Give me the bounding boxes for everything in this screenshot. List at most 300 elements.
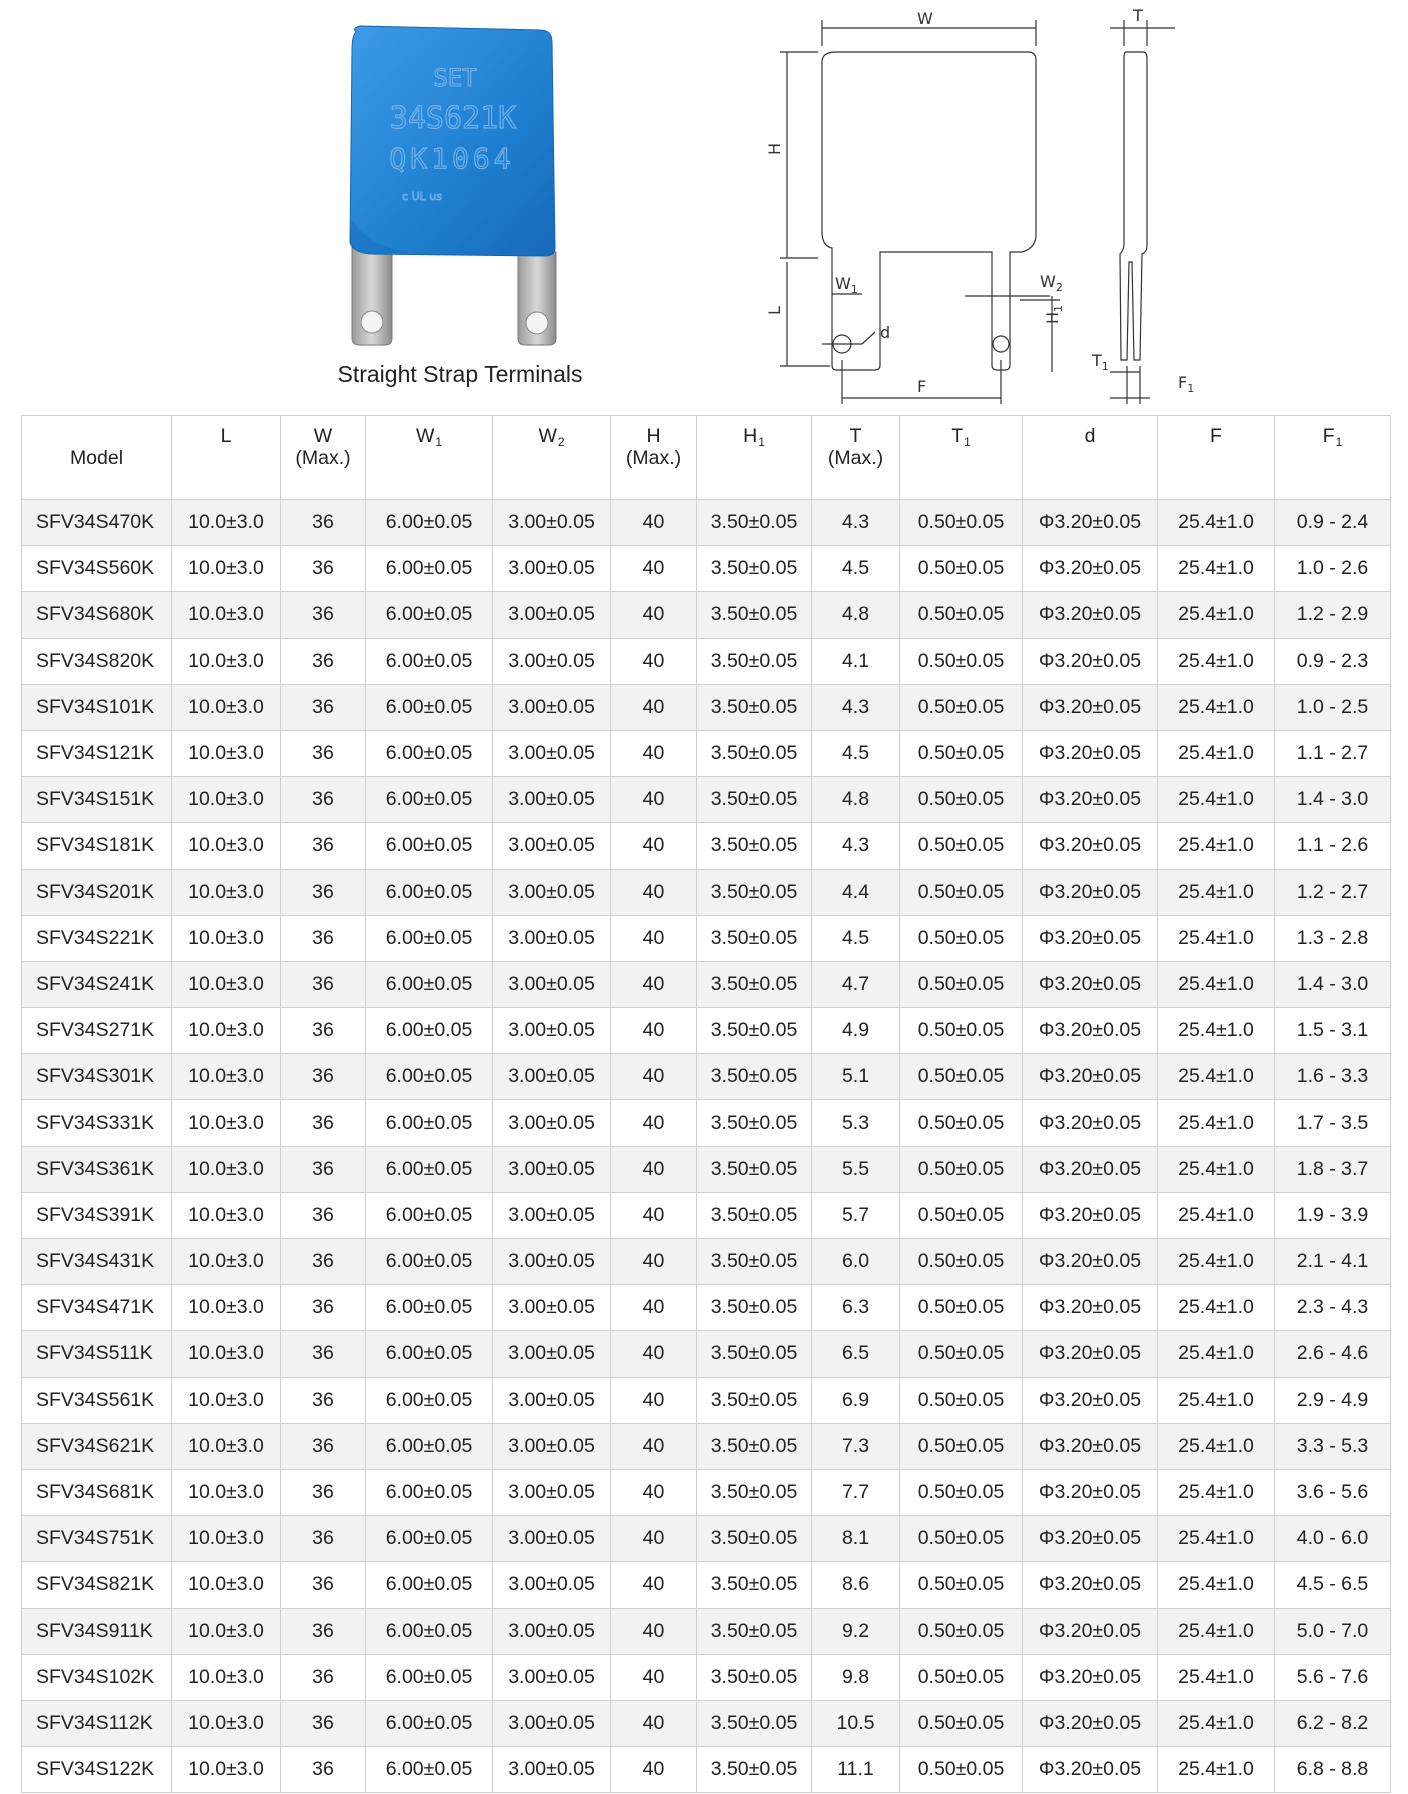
cell-model: SFV34S241K <box>22 961 172 1007</box>
cell-d: Φ3.20±0.05 <box>1023 915 1158 961</box>
cell-d: Φ3.20±0.05 <box>1023 961 1158 1007</box>
cell-F1: 5.0 - 7.0 <box>1275 1608 1391 1654</box>
cell-F: 25.4±1.0 <box>1158 1469 1275 1515</box>
cell-W1: 6.00±0.05 <box>366 1146 493 1192</box>
cell-W: 36 <box>281 1008 366 1054</box>
cell-F: 25.4±1.0 <box>1158 592 1275 638</box>
cell-F: 25.4±1.0 <box>1158 1700 1275 1746</box>
table-row <box>22 500 1391 546</box>
cell-L: 10.0±3.0 <box>172 1654 281 1700</box>
cell-T: 9.8 <box>812 1654 900 1700</box>
cell-W2: 3.00±0.05 <box>493 546 611 592</box>
cell-model: SFV34S201K <box>22 869 172 915</box>
cell-H: 40 <box>611 1747 697 1793</box>
cell-W1: 6.00±0.05 <box>366 1747 493 1793</box>
header-T1-sub: 1 <box>964 435 971 449</box>
cell-T1: 0.50±0.05 <box>900 1608 1023 1654</box>
cell-T: 4.5 <box>812 730 900 776</box>
svg-text:W2 <box>1040 272 1063 294</box>
header-W2-label: W <box>538 425 557 447</box>
cell-L: 10.0±3.0 <box>172 1608 281 1654</box>
cell-L: 10.0±3.0 <box>172 1423 281 1469</box>
cell-W1: 6.00±0.05 <box>366 1100 493 1146</box>
cell-W1: 6.00±0.05 <box>366 1423 493 1469</box>
cell-H1: 3.50±0.05 <box>697 1239 812 1285</box>
cell-L: 10.0±3.0 <box>172 915 281 961</box>
cell-W1: 6.00±0.05 <box>366 1192 493 1238</box>
cell-d: Φ3.20±0.05 <box>1023 1239 1158 1285</box>
cell-L: 10.0±3.0 <box>172 500 281 546</box>
cell-W2: 3.00±0.05 <box>493 1747 611 1793</box>
label-W2: W <box>1040 272 1056 291</box>
cell-T: 6.5 <box>812 1331 900 1377</box>
cell-F1: 2.6 - 4.6 <box>1275 1331 1391 1377</box>
cell-T1: 0.50±0.05 <box>900 1054 1023 1100</box>
label-T: T <box>1133 6 1143 25</box>
table-row <box>22 684 1391 730</box>
cell-T1: 0.50±0.05 <box>900 500 1023 546</box>
cell-L: 10.0±3.0 <box>172 1516 281 1562</box>
header-H1-label: H <box>743 425 758 447</box>
cell-F: 25.4±1.0 <box>1158 777 1275 823</box>
cell-W: 36 <box>281 869 366 915</box>
svg-text:H1 <box>1043 305 1065 324</box>
cell-H: 40 <box>611 1008 697 1054</box>
cell-T1: 0.50±0.05 <box>900 1285 1023 1331</box>
cell-W: 36 <box>281 1608 366 1654</box>
cell-W1: 6.00±0.05 <box>366 1608 493 1654</box>
svg-text:F1 <box>1178 373 1194 395</box>
cell-d: Φ3.20±0.05 <box>1023 1608 1158 1654</box>
cell-H1: 3.50±0.05 <box>697 1100 812 1146</box>
table-row <box>22 915 1391 961</box>
cell-H: 40 <box>611 730 697 776</box>
cell-H1: 3.50±0.05 <box>697 915 812 961</box>
cell-W2: 3.00±0.05 <box>493 823 611 869</box>
cell-d: Φ3.20±0.05 <box>1023 1469 1158 1515</box>
cell-W1: 6.00±0.05 <box>366 1700 493 1746</box>
label-H1-sub: 1 <box>1052 304 1065 312</box>
table-row <box>22 1562 1391 1608</box>
cell-W1: 6.00±0.05 <box>366 730 493 776</box>
cell-W1: 6.00±0.05 <box>366 684 493 730</box>
label-L: L <box>765 306 784 315</box>
cell-L: 10.0±3.0 <box>172 1100 281 1146</box>
cell-T1: 0.50±0.05 <box>900 1377 1023 1423</box>
cell-model: SFV34S331K <box>22 1100 172 1146</box>
cell-W1: 6.00±0.05 <box>366 1008 493 1054</box>
cell-W2: 3.00±0.05 <box>493 1562 611 1608</box>
cell-W2: 3.00±0.05 <box>493 1516 611 1562</box>
cell-H1: 3.50±0.05 <box>697 1700 812 1746</box>
cell-L: 10.0±3.0 <box>172 1192 281 1238</box>
cell-d: Φ3.20±0.05 <box>1023 777 1158 823</box>
cell-L: 10.0±3.0 <box>172 684 281 730</box>
header-H-label: H <box>646 425 661 447</box>
cell-W1: 6.00±0.05 <box>366 638 493 684</box>
cell-L: 10.0±3.0 <box>172 638 281 684</box>
cell-d: Φ3.20±0.05 <box>1023 1008 1158 1054</box>
cell-T: 5.3 <box>812 1100 900 1146</box>
cell-T1: 0.50±0.05 <box>900 730 1023 776</box>
cell-H: 40 <box>611 592 697 638</box>
header-T <box>812 416 900 500</box>
cell-L: 10.0±3.0 <box>172 1700 281 1746</box>
cell-d: Φ3.20±0.05 <box>1023 1146 1158 1192</box>
cell-L: 10.0±3.0 <box>172 1285 281 1331</box>
cell-T: 4.4 <box>812 869 900 915</box>
header-H <box>611 416 697 500</box>
header-W2-sub: 2 <box>557 435 565 449</box>
cell-T1: 0.50±0.05 <box>900 1423 1023 1469</box>
cell-T: 6.0 <box>812 1239 900 1285</box>
cell-L: 10.0±3.0 <box>172 777 281 823</box>
table-row <box>22 1100 1391 1146</box>
cell-F: 25.4±1.0 <box>1158 1008 1275 1054</box>
cell-F: 25.4±1.0 <box>1158 1239 1275 1285</box>
cell-L: 10.0±3.0 <box>172 823 281 869</box>
cell-H1: 3.50±0.05 <box>697 1377 812 1423</box>
cell-W1: 6.00±0.05 <box>366 777 493 823</box>
cell-T: 6.3 <box>812 1285 900 1331</box>
table-row <box>22 777 1391 823</box>
cell-W: 36 <box>281 1146 366 1192</box>
svg-text:W1 <box>835 274 858 296</box>
marking-line-3: QK1064 <box>389 142 515 175</box>
header-H-note: (Max.) <box>625 447 682 469</box>
cell-d: Φ3.20±0.05 <box>1023 730 1158 776</box>
cell-W2: 3.00±0.05 <box>493 1285 611 1331</box>
cell-T1: 0.50±0.05 <box>900 1239 1023 1285</box>
marking-line-1: SET <box>433 64 477 92</box>
photo-caption: Straight Strap Terminals <box>337 361 583 387</box>
header-W-label: W <box>313 425 333 447</box>
cell-L: 10.0±3.0 <box>172 1331 281 1377</box>
cell-model: SFV34S561K <box>22 1377 172 1423</box>
cell-T: 5.5 <box>812 1146 900 1192</box>
cell-model: SFV34S391K <box>22 1192 172 1238</box>
cell-H: 40 <box>611 1562 697 1608</box>
table-row <box>22 638 1391 684</box>
cell-F1: 4.5 - 6.5 <box>1275 1562 1391 1608</box>
cell-d: Φ3.20±0.05 <box>1023 500 1158 546</box>
cell-W: 36 <box>281 1192 366 1238</box>
cell-H1: 3.50±0.05 <box>697 1747 812 1793</box>
cell-L: 10.0±3.0 <box>172 1562 281 1608</box>
label-T1-sub: 1 <box>1101 360 1109 373</box>
cell-W: 36 <box>281 1285 366 1331</box>
cell-T: 4.3 <box>812 684 900 730</box>
cell-W: 36 <box>281 823 366 869</box>
table-body <box>22 500 1391 1793</box>
cell-F1: 6.8 - 8.8 <box>1275 1747 1391 1793</box>
cell-d: Φ3.20±0.05 <box>1023 1054 1158 1100</box>
table-row <box>22 1192 1391 1238</box>
cell-W: 36 <box>281 1654 366 1700</box>
cell-T1: 0.50±0.05 <box>900 915 1023 961</box>
cell-H1: 3.50±0.05 <box>697 1146 812 1192</box>
cell-W2: 3.00±0.05 <box>493 638 611 684</box>
cell-F1: 6.2 - 8.2 <box>1275 1700 1391 1746</box>
cell-H1: 3.50±0.05 <box>697 1562 812 1608</box>
drawing-side-view <box>1120 52 1147 360</box>
cell-H1: 3.50±0.05 <box>697 1008 812 1054</box>
cell-F1: 1.2 - 2.7 <box>1275 869 1391 915</box>
cell-W2: 3.00±0.05 <box>493 592 611 638</box>
cell-H: 40 <box>611 1469 697 1515</box>
cell-H: 40 <box>611 1285 697 1331</box>
table-row <box>22 1054 1391 1100</box>
cell-T1: 0.50±0.05 <box>900 1146 1023 1192</box>
cell-W1: 6.00±0.05 <box>366 1562 493 1608</box>
cell-model: SFV34S431K <box>22 1239 172 1285</box>
cell-d: Φ3.20±0.05 <box>1023 1285 1158 1331</box>
cell-H1: 3.50±0.05 <box>697 730 812 776</box>
header-T-note: (Max.) <box>827 447 884 469</box>
cell-T1: 0.50±0.05 <box>900 1747 1023 1793</box>
cell-W1: 6.00±0.05 <box>366 869 493 915</box>
cell-F: 25.4±1.0 <box>1158 1192 1275 1238</box>
header-W2 <box>493 416 611 500</box>
header-F1-sub: 1 <box>1335 435 1343 449</box>
header-H1-sub: 1 <box>758 435 765 449</box>
cell-F: 25.4±1.0 <box>1158 1747 1275 1793</box>
cell-H1: 3.50±0.05 <box>697 823 812 869</box>
cell-T: 4.1 <box>812 638 900 684</box>
cell-F1: 3.6 - 5.6 <box>1275 1469 1391 1515</box>
header-F: F <box>1158 416 1275 500</box>
cell-W: 36 <box>281 1239 366 1285</box>
cell-H: 40 <box>611 1608 697 1654</box>
cell-W: 36 <box>281 1516 366 1562</box>
cell-F1: 1.7 - 3.5 <box>1275 1100 1391 1146</box>
cell-F1: 2.1 - 4.1 <box>1275 1239 1391 1285</box>
header-F1-label: F <box>1322 425 1335 447</box>
cell-W1: 6.00±0.05 <box>366 1516 493 1562</box>
cell-H: 40 <box>611 1239 697 1285</box>
cell-T: 4.7 <box>812 961 900 1007</box>
cell-W1: 6.00±0.05 <box>366 1331 493 1377</box>
cell-H: 40 <box>611 1423 697 1469</box>
varistor-body <box>350 26 555 256</box>
cell-F1: 4.0 - 6.0 <box>1275 1516 1391 1562</box>
cell-H: 40 <box>611 1100 697 1146</box>
cell-F: 25.4±1.0 <box>1158 1608 1275 1654</box>
cell-T1: 0.50±0.05 <box>900 1192 1023 1238</box>
cell-H: 40 <box>611 1054 697 1100</box>
cell-F1: 1.4 - 3.0 <box>1275 777 1391 823</box>
cell-H1: 3.50±0.05 <box>697 1516 812 1562</box>
cell-T: 10.5 <box>812 1700 900 1746</box>
cell-W1: 6.00±0.05 <box>366 1239 493 1285</box>
cell-W2: 3.00±0.05 <box>493 1146 611 1192</box>
table-row <box>22 730 1391 776</box>
table-row <box>22 823 1391 869</box>
table-row <box>22 1146 1391 1192</box>
cell-W: 36 <box>281 684 366 730</box>
cell-T: 8.1 <box>812 1516 900 1562</box>
cell-W2: 3.00±0.05 <box>493 1100 611 1146</box>
cell-d: Φ3.20±0.05 <box>1023 1192 1158 1238</box>
label-W1: W <box>835 274 851 293</box>
cell-W1: 6.00±0.05 <box>366 961 493 1007</box>
cell-F: 25.4±1.0 <box>1158 961 1275 1007</box>
label-F1: F <box>1178 373 1188 392</box>
cell-d: Φ3.20±0.05 <box>1023 1331 1158 1377</box>
cell-F1: 1.5 - 3.1 <box>1275 1008 1391 1054</box>
cell-d: Φ3.20±0.05 <box>1023 1654 1158 1700</box>
table-header-row <box>22 416 1391 500</box>
cell-F: 25.4±1.0 <box>1158 1285 1275 1331</box>
cell-d: Φ3.20±0.05 <box>1023 1423 1158 1469</box>
header-F1 <box>1275 416 1391 500</box>
cell-T: 7.3 <box>812 1423 900 1469</box>
label-W2-sub: 2 <box>1055 281 1063 294</box>
cell-F: 25.4±1.0 <box>1158 638 1275 684</box>
cell-H1: 3.50±0.05 <box>697 638 812 684</box>
header-W1-sub: 1 <box>435 435 443 449</box>
cell-W: 36 <box>281 1423 366 1469</box>
cell-H1: 3.50±0.05 <box>697 1423 812 1469</box>
label-H: H <box>765 142 784 155</box>
cell-H1: 3.50±0.05 <box>697 1331 812 1377</box>
cell-d: Φ3.20±0.05 <box>1023 546 1158 592</box>
cell-T: 4.8 <box>812 777 900 823</box>
dimension-drawing <box>760 0 1195 412</box>
cell-T: 4.8 <box>812 592 900 638</box>
cell-W1: 6.00±0.05 <box>366 500 493 546</box>
cell-L: 10.0±3.0 <box>172 961 281 1007</box>
cell-F1: 5.6 - 7.6 <box>1275 1654 1391 1700</box>
cell-model: SFV34S820K <box>22 638 172 684</box>
cell-F: 25.4±1.0 <box>1158 730 1275 776</box>
cell-W: 36 <box>281 1562 366 1608</box>
cell-model: SFV34S271K <box>22 1008 172 1054</box>
cell-F1: 1.8 - 3.7 <box>1275 1146 1391 1192</box>
cell-F: 25.4±1.0 <box>1158 546 1275 592</box>
cell-W: 36 <box>281 500 366 546</box>
cell-T1: 0.50±0.05 <box>900 1100 1023 1146</box>
cell-F: 25.4±1.0 <box>1158 1654 1275 1700</box>
cell-d: Φ3.20±0.05 <box>1023 638 1158 684</box>
cell-F: 25.4±1.0 <box>1158 915 1275 961</box>
cell-d: Φ3.20±0.05 <box>1023 1100 1158 1146</box>
cell-d: Φ3.20±0.05 <box>1023 1562 1158 1608</box>
cell-F: 25.4±1.0 <box>1158 1516 1275 1562</box>
cell-T: 4.3 <box>812 500 900 546</box>
cell-W1: 6.00±0.05 <box>366 546 493 592</box>
cell-d: Φ3.20±0.05 <box>1023 823 1158 869</box>
table-row <box>22 546 1391 592</box>
cell-W: 36 <box>281 1100 366 1146</box>
cell-T1: 0.50±0.05 <box>900 1008 1023 1054</box>
cell-model: SFV34S361K <box>22 1146 172 1192</box>
cell-T1: 0.50±0.05 <box>900 546 1023 592</box>
cell-T: 4.5 <box>812 546 900 592</box>
cell-F: 25.4±1.0 <box>1158 1146 1275 1192</box>
cell-model: SFV34S511K <box>22 1331 172 1377</box>
cell-model: SFV34S121K <box>22 730 172 776</box>
cell-T: 5.7 <box>812 1192 900 1238</box>
cell-W: 36 <box>281 777 366 823</box>
cell-model: SFV34S471K <box>22 1285 172 1331</box>
cell-H1: 3.50±0.05 <box>697 961 812 1007</box>
label-F: F <box>917 377 927 396</box>
cell-T1: 0.50±0.05 <box>900 869 1023 915</box>
cell-L: 10.0±3.0 <box>172 592 281 638</box>
cell-W2: 3.00±0.05 <box>493 684 611 730</box>
cell-W: 36 <box>281 730 366 776</box>
cell-W2: 3.00±0.05 <box>493 1654 611 1700</box>
cell-T: 9.2 <box>812 1608 900 1654</box>
label-W1-sub: 1 <box>850 283 858 296</box>
table-row <box>22 1377 1391 1423</box>
marking-line-2: 34S621K <box>389 101 517 136</box>
cell-T: 11.1 <box>812 1747 900 1793</box>
cell-H1: 3.50±0.05 <box>697 592 812 638</box>
cell-d: Φ3.20±0.05 <box>1023 1700 1158 1746</box>
cell-L: 10.0±3.0 <box>172 1239 281 1285</box>
cell-W1: 6.00±0.05 <box>366 1654 493 1700</box>
cell-W2: 3.00±0.05 <box>493 869 611 915</box>
label-W: W <box>917 9 933 28</box>
cell-H: 40 <box>611 1654 697 1700</box>
cell-T: 8.6 <box>812 1562 900 1608</box>
cell-W1: 6.00±0.05 <box>366 915 493 961</box>
cell-H: 40 <box>611 546 697 592</box>
cell-T: 5.1 <box>812 1054 900 1100</box>
cell-T1: 0.50±0.05 <box>900 1654 1023 1700</box>
cell-L: 10.0±3.0 <box>172 1008 281 1054</box>
cell-W2: 3.00±0.05 <box>493 1700 611 1746</box>
cell-W: 36 <box>281 1700 366 1746</box>
cell-H1: 3.50±0.05 <box>697 1054 812 1100</box>
table-row <box>22 1469 1391 1515</box>
cell-model: SFV34S112K <box>22 1700 172 1746</box>
label-H1: H <box>1043 311 1062 324</box>
cell-L: 10.0±3.0 <box>172 1377 281 1423</box>
cell-model: SFV34S470K <box>22 500 172 546</box>
cell-W: 36 <box>281 638 366 684</box>
cell-F1: 1.2 - 2.9 <box>1275 592 1391 638</box>
cell-F1: 1.4 - 3.0 <box>1275 961 1391 1007</box>
cell-H: 40 <box>611 500 697 546</box>
cell-F: 25.4±1.0 <box>1158 1100 1275 1146</box>
cell-H: 40 <box>611 1700 697 1746</box>
cell-W2: 3.00±0.05 <box>493 730 611 776</box>
cell-T1: 0.50±0.05 <box>900 638 1023 684</box>
spec-table <box>21 415 1391 1793</box>
table-row <box>22 592 1391 638</box>
cell-W1: 6.00±0.05 <box>366 592 493 638</box>
table-row <box>22 1008 1391 1054</box>
header-d: d <box>1023 416 1158 500</box>
cell-W: 36 <box>281 592 366 638</box>
cell-L: 10.0±3.0 <box>172 730 281 776</box>
table-row <box>22 961 1391 1007</box>
cell-T: 4.9 <box>812 1008 900 1054</box>
cell-W: 36 <box>281 1469 366 1515</box>
cell-H: 40 <box>611 1146 697 1192</box>
table-row <box>22 1608 1391 1654</box>
cell-H1: 3.50±0.05 <box>697 1469 812 1515</box>
cell-W2: 3.00±0.05 <box>493 1331 611 1377</box>
cell-T1: 0.50±0.05 <box>900 1516 1023 1562</box>
cell-W2: 3.00±0.05 <box>493 1239 611 1285</box>
cert-mark: c UL us <box>402 190 442 203</box>
table-row <box>22 1516 1391 1562</box>
cell-F: 25.4±1.0 <box>1158 1423 1275 1469</box>
